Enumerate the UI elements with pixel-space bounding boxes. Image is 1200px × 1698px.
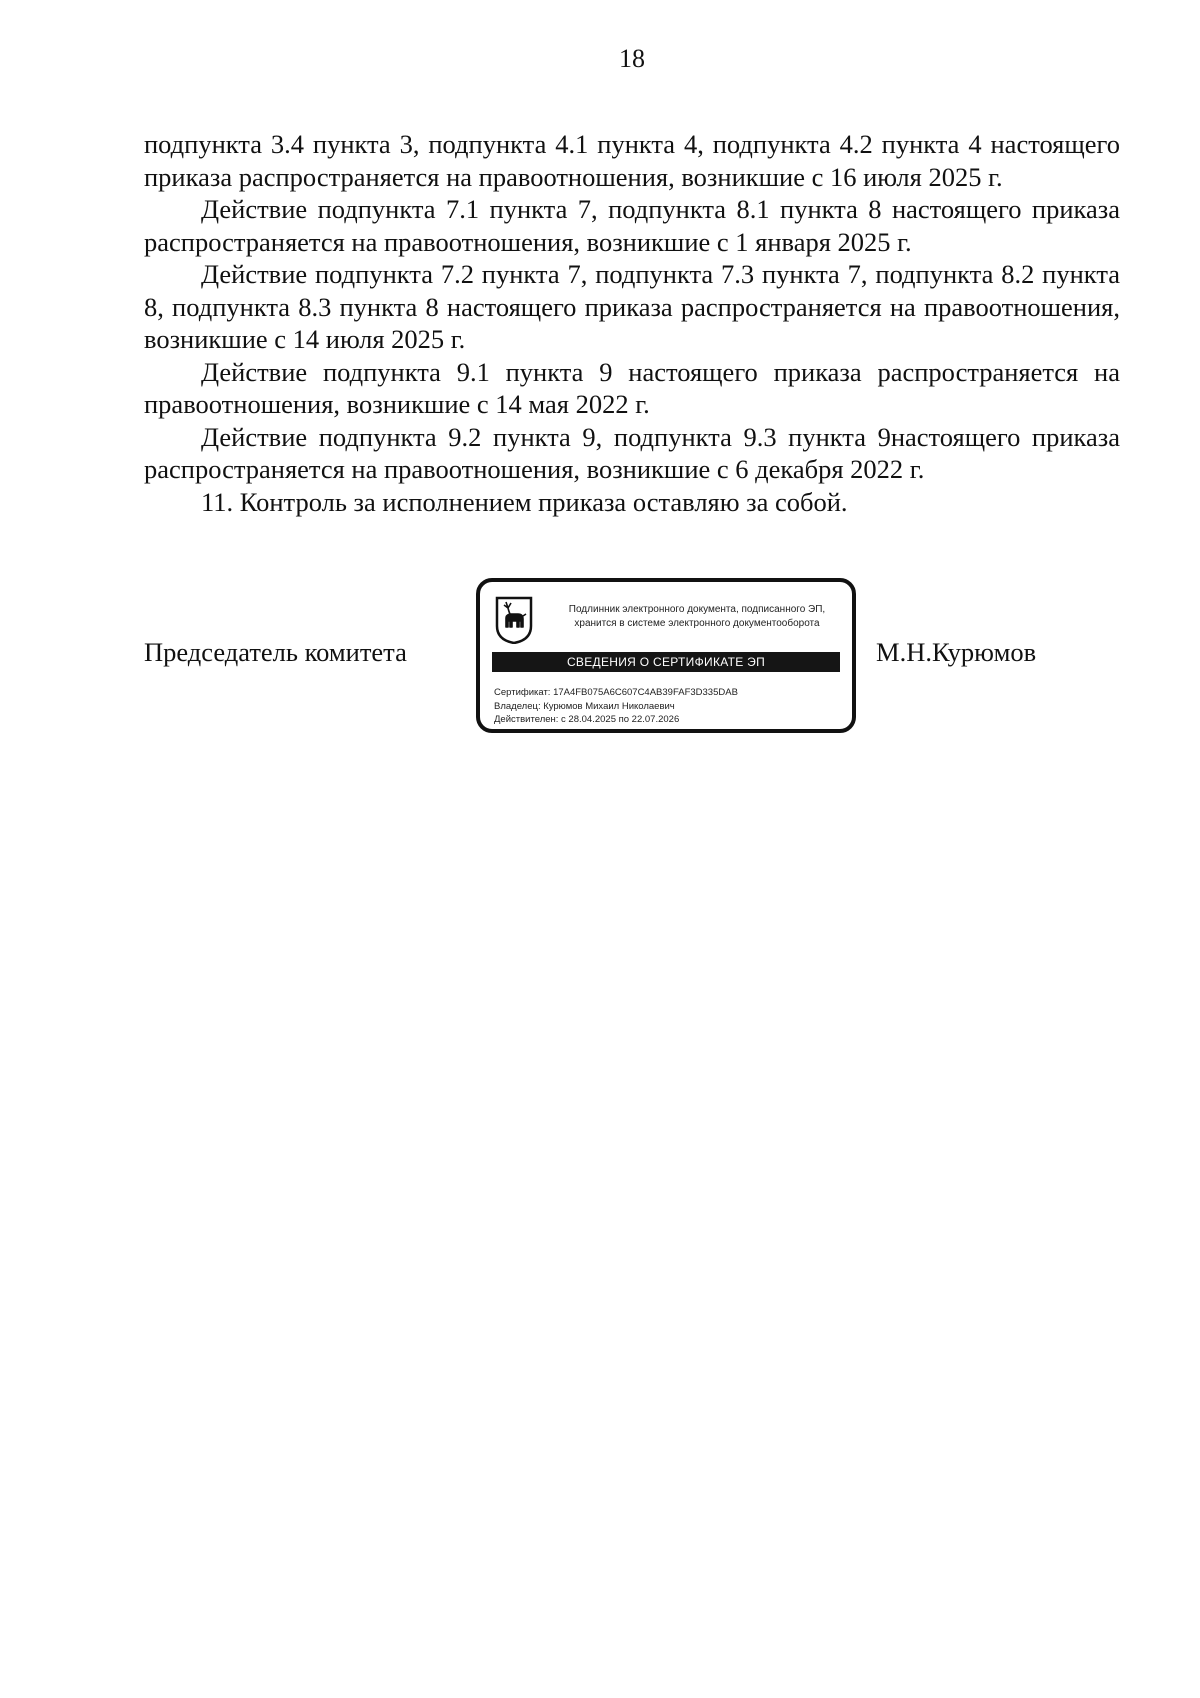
- paragraph-5: Действие подпункта 9.2 пункта 9, подпункта 9.3 пункта 9настоящего приказа распространяется на правоотношения, возникшие с 6 декабря 2022 г.: [144, 421, 1120, 484]
- paragraph-3: Действие подпункта 7.2 пункта 7, подпункта 7.3 пункта 7, подпункта 8.2 пункта 8, подпункта 8.3 пункта 8 настоящего приказа распространяется на правоотношения, возникшие с 14 июля 2025 г.: [144, 259, 1120, 354]
- signatory-title: Председатель комитета: [144, 637, 407, 667]
- paragraph-4: Действие подпункта 9.1 пункта 9 настоящего приказа распространяется на правоотношения, возникшие с 14 мая 2022 г.: [144, 356, 1120, 419]
- stamp-note-line-1: Подлинник электронного документа, подписанного ЭП,: [568, 604, 826, 615]
- paragraph-2: Действие подпункта 7.1 пункта 7, подпункта 8.1 пункта 8 настоящего приказа распространяется на правоотношения, возникшие с 1 января 2025 г.: [144, 194, 1120, 257]
- certificate-details: [494, 686, 844, 727]
- stamp-note: [544, 603, 850, 631]
- paragraph-6: 11. Контроль за исполнением приказа оставляю за собой.: [201, 486, 848, 517]
- certificate-owner: Владелец: Курюмов Михаил Николаевич: [494, 700, 675, 712]
- signatory-name: М.Н.Курюмов: [876, 637, 1037, 667]
- certificate-header: СВЕДЕНИЯ О СЕРТИФИКАТЕ ЭП: [492, 652, 840, 672]
- deer-coat-of-arms-icon: [494, 596, 534, 644]
- certificate-validity: Действителен: с 28.04.2025 по 22.07.2026: [494, 714, 680, 725]
- electronic-signature-stamp: [476, 578, 856, 733]
- stamp-note-line-2: хранится в системе электронного документооборота: [574, 618, 820, 629]
- paragraph-1: подпункта 3.4 пункта 3, подпункта 4.1 пункта 4, подпункта 4.2 пункта 4 настоящего приказа распространяется на правоотношения, возникшие с 16 июля 2025 г.: [144, 129, 1120, 192]
- page-number: 18: [619, 44, 645, 73]
- document-body: [144, 128, 1120, 518]
- certificate-number: Сертификат: 17A4FB075A6C607C4AB39FAF3D335DAB: [494, 687, 738, 698]
